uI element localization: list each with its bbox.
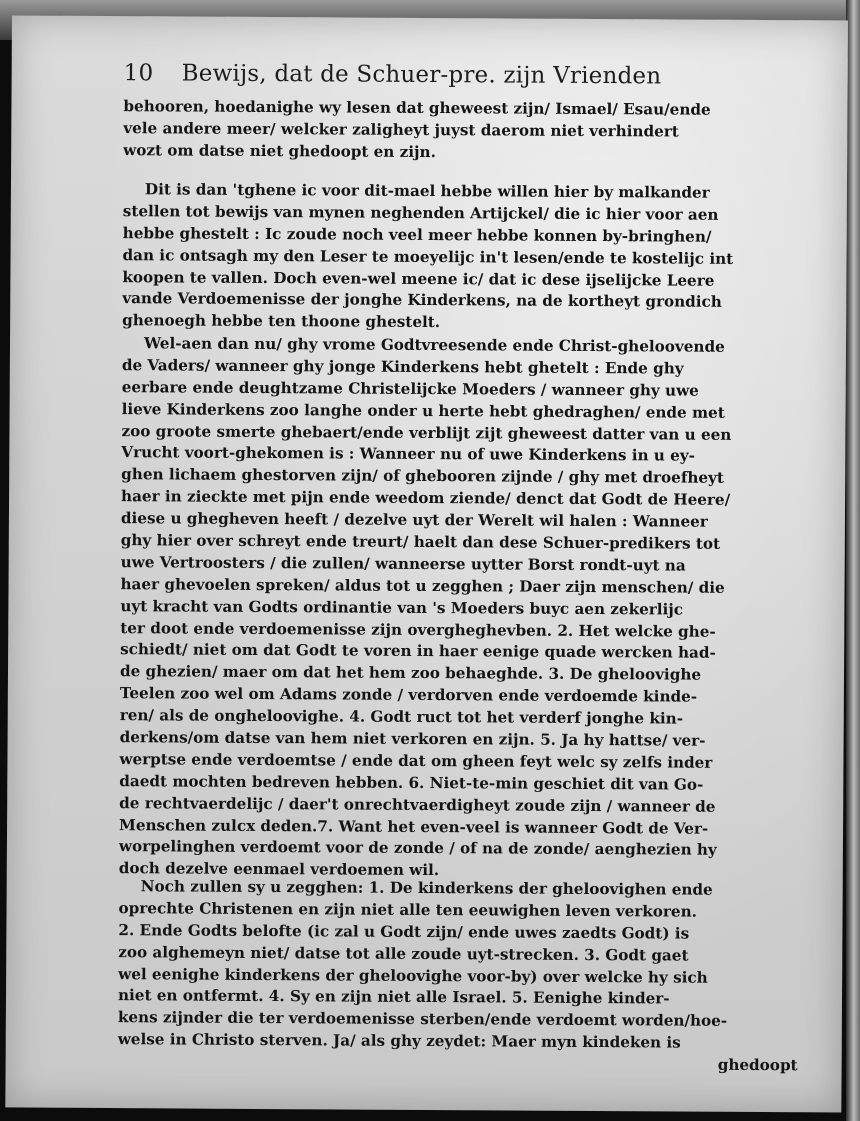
text-line: Dit is dan 'tghene ic voor dit-mael hebbe willen hier by malkander <box>144 180 710 202</box>
text-line: lieve Kinderkens zoo langhe onder u herte hebt ghedraghen/ ende met <box>121 399 725 422</box>
text-line: wel eenighe kinderkens der gheloovighe voor-by) over welcke hy sich <box>118 964 708 987</box>
catchword: ghedoopt <box>717 1055 798 1075</box>
text-line: diese u ghegheven heeft / dezelve uyt der Werelt wil halen : Wanneer <box>120 509 708 531</box>
next-page-edge <box>846 0 860 1121</box>
text-line: worpelinghen verdoemt voor de zonde / of na de zonde/ aenghezien hy <box>118 837 717 860</box>
text-line: oprechte Christenen en zijn niet alle ten eeuwighen leven verkoren. <box>118 899 698 921</box>
text-line: ghy hier over schreyt ende treurt/ haelt dan dese Schuer-predikers tot <box>120 531 721 553</box>
text-line: Wel-aen dan nu/ ghy vrome Godtvreesende ende Christ-gheloovende <box>143 334 725 356</box>
text-line: schiedt/ niet om dat Godt te voren in haer eenige quade wercken had- <box>120 640 716 663</box>
text-line: zoo alghemeyn niet/ datse tot alle zoude uyt-strecken. 3. Godt gaet <box>118 942 689 965</box>
text-line: welse in Christo sterven. Ja/ als ghy zeydet: Maer myn kindeken is <box>117 1030 681 1052</box>
paragraph-continuation <box>123 96 803 166</box>
text-line: niet en ontfermt. 4. Sy en zijn niet alle Israel. 5. Eenighe kinder- <box>117 986 670 1008</box>
text-line: Noch zullen sy u zegghen: 1. De kinderkens der gheloovighen ende <box>140 877 713 899</box>
book-page <box>5 15 848 1112</box>
text-line: dan ic ontsagh my den Leser te moeyelijc in't lesen/ende te kostelijc int <box>122 245 734 268</box>
page-number: 10 <box>123 60 154 87</box>
text-line: ghenoegh hebbe ten thoone ghestelt. <box>122 311 441 332</box>
text-line: uyt kracht van Godts ordinantie van 's Moeders buyc aen zekerlijc <box>120 596 684 619</box>
text-line: doch dezelve eenmael verdoemen wil. <box>118 859 440 880</box>
text-line: stellen tot bewijs van mynen neghenden Artijckel/ die ic hier voor aen <box>122 202 719 224</box>
text-line: de ghezien/ maer om dat het hem zoo behaeghde. 3. De gheloovighe <box>119 662 702 685</box>
text-line: Menschen zulcx deden.7. Want het even-veel is wanneer Godt de Ver- <box>119 815 709 838</box>
text-line: de Vaders/ wanneer ghy jonge Kinderkens hebt ghetelt : Ende ghy <box>121 356 684 378</box>
text-line: haer in zieckte met pijn ende weedom ziende/ denct dat Godt de Heere/ <box>121 487 731 510</box>
text-line: vande Verdoemenisse der jonghe Kinderkens, na de kortheyt grondich <box>122 289 722 312</box>
text-line: uwe Vertroosters / die zullen/ wanneerse uytter Borst rondt-uyt na <box>120 553 686 575</box>
text-line: wozt om datse niet ghedoopt en zijn. <box>123 140 436 161</box>
text-line: zoo groote smerte ghebaert/ende verblijt zijt gheweest datter van u een <box>121 421 732 444</box>
text-line: ghen lichaem ghestorven zijn/ of ghebooren zijnde / ghy met droefheyt <box>121 465 724 488</box>
running-header <box>124 60 814 90</box>
text-line: haer ghevoelen spreken/ aldus tot u zegghen ; Daer zijn menschen/ die <box>120 574 725 597</box>
paragraph-list <box>118 876 799 1077</box>
text-line: Teelen zoo wel om Adams zonde / verdorven ende verdoemde kinde- <box>119 684 698 706</box>
text-line: behooren, hoedanighe wy lesen dat gheweest zijn/ Ismael/ Esau/ende <box>123 97 711 119</box>
text-line: daedt mochten bedreven hebben. 6. Niet-te-min geschiet dit van Go- <box>119 771 704 794</box>
paragraph-address <box>119 333 802 884</box>
text-line: koopen te vallen. Doch even-wel meene ic/ dat ic dese ijselijcke Leere <box>122 267 715 290</box>
paragraph-conclusion <box>122 179 803 336</box>
text-line: derkens/om datse van hem niet verkoren en zijn. 5. Ja hy hattse/ ver- <box>119 728 706 750</box>
text-line: ter doot ende verdoemenisse zijn overgheghevben. 2. Het welcke ghe- <box>120 618 716 641</box>
text-line: werptse ende verdoemtse / ende dat om gheen feyt welc sy zelfs inder <box>119 750 713 772</box>
text-line: ren/ als de ongheloovighe. 4. Godt ruct tot het verderf jonghe kin- <box>119 706 684 728</box>
text-line: kens zijnder die ter verdoemenisse sterben/ende verdoemt worden/hoe- <box>117 1008 728 1031</box>
text-line: 2. Ende Godts belofte (ic zal u Godt zijn/ ende uwes zaedts Godt) is <box>118 920 690 943</box>
text-line: hebbe ghestelt : Ic zoude noch veel meer hebbe konnen by-bringhen/ <box>122 223 712 246</box>
text-line: de rechtvaerdelijc / daer't onrechtvaerdigheyt zoude zijn / wanneer de <box>119 793 716 816</box>
running-title: Bewijs, dat de Schuer-pre. zijn Vrienden <box>181 60 662 90</box>
text-line: eerbare ende deughtzame Christelijcke Moeders / wanneer ghy uwe <box>121 377 699 400</box>
text-line: vele andere meer/ welcker zaligheyt juyst daerom niet verhindert <box>123 119 679 141</box>
text-line: Vrucht voort-ghekomen is : Wanneer nu of uwe Kinderkens in u ey- <box>121 443 695 466</box>
